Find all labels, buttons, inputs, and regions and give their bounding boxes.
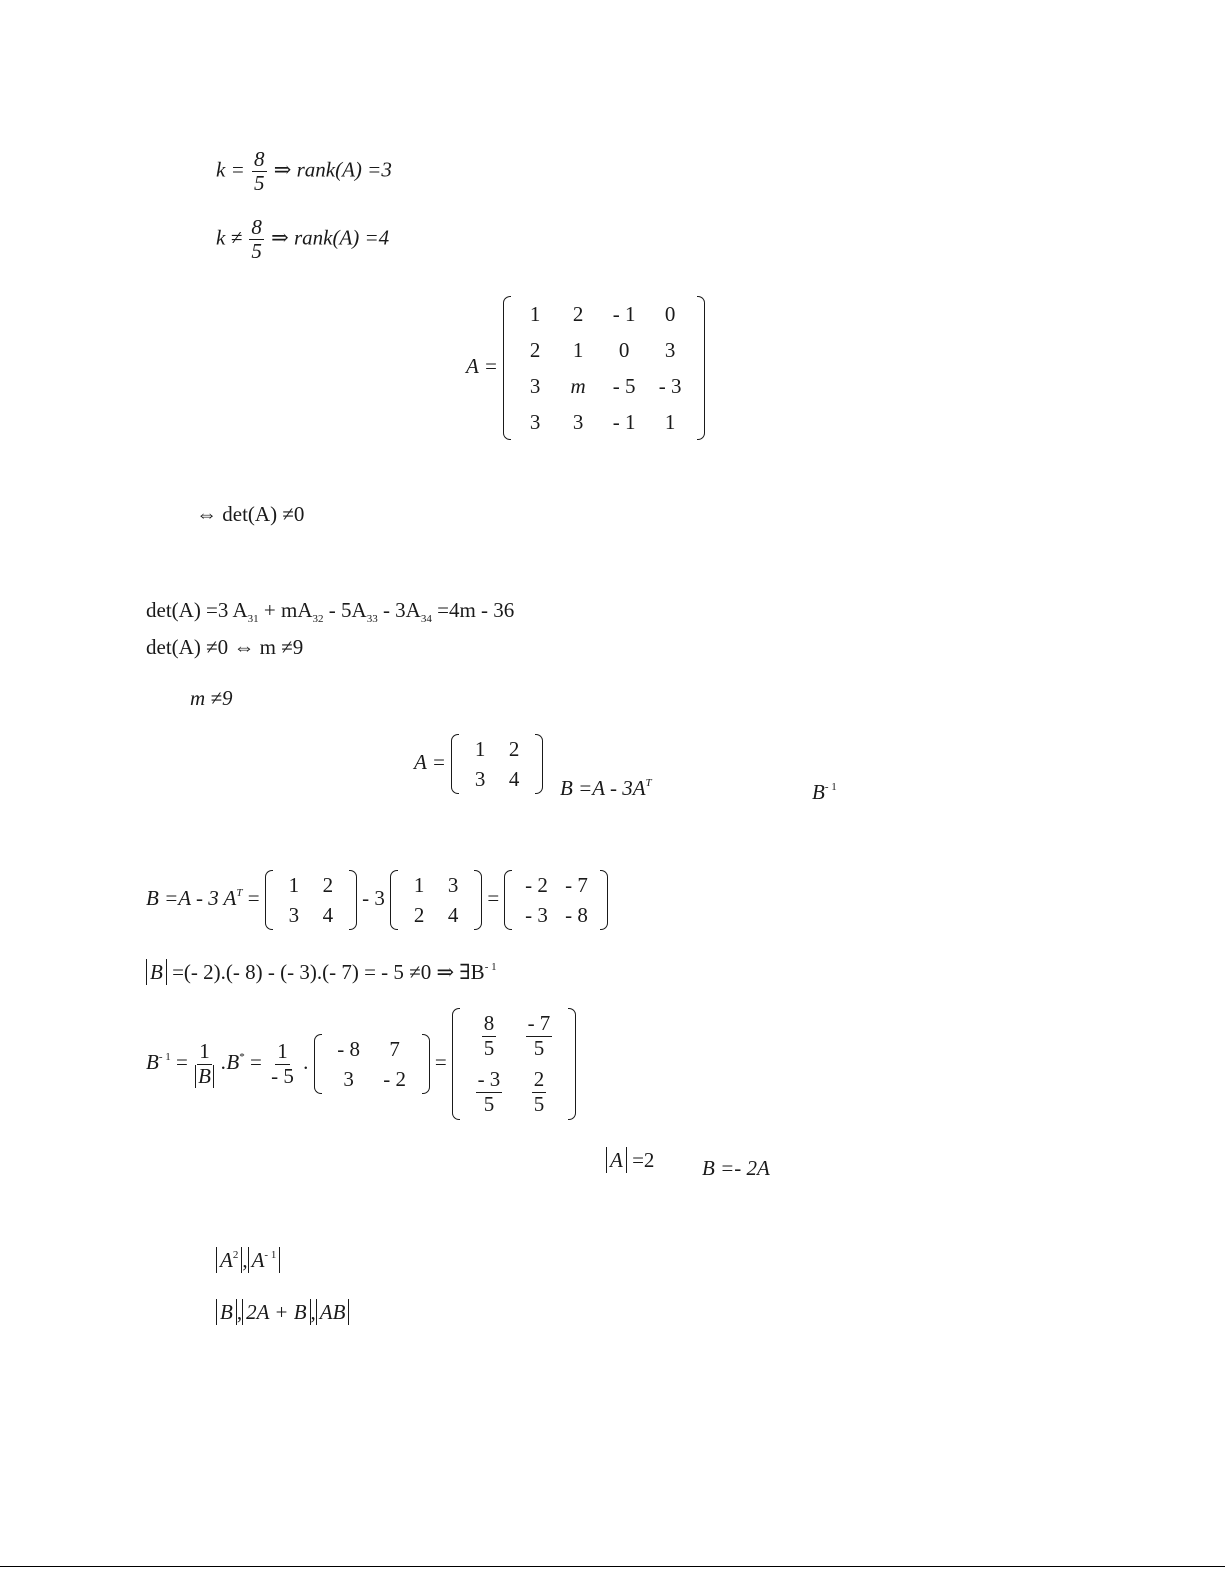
det-expansion: det(A) =3 $A_{31} + mA_{32} - 5A_{33} - 3A_{34} =4m - 36$ bbox=[146, 598, 515, 625]
rank-line-2-rhs: ⇒ rank(A) =4 bbox=[271, 225, 390, 250]
rank-line-1 bbox=[216, 148, 392, 195]
left-paren bbox=[452, 1008, 460, 1120]
det-b-line: B =(- 2).(- 8) - (- 3).(- 7) = - 5 ≠0 ⇒ $\exists B^{- 1}$ bbox=[146, 962, 497, 983]
given-b: B =- 2A bbox=[702, 1156, 770, 1180]
right-paren bbox=[568, 1008, 576, 1120]
fraction: $\frac{2}{5}$ bbox=[533, 1067, 545, 1116]
left-paren bbox=[314, 1034, 322, 1094]
left-paren bbox=[504, 870, 512, 930]
left-paren bbox=[265, 870, 273, 930]
definition-b: $B =A - 3A^T$ bbox=[560, 776, 652, 800]
abs-b: B bbox=[146, 959, 167, 985]
fraction: $\frac{- 7}{5}$ bbox=[527, 1011, 551, 1060]
matrix-a-label: A = bbox=[466, 353, 498, 378]
fraction-one-over-abs-b: $\frac{1}{B}$ bbox=[195, 1040, 214, 1087]
right-paren bbox=[474, 870, 482, 930]
matrix-a-4x4: 1 2 - 1 0 2 1 0 3 3 m - 5 - 3 3 3 - 1 1 bbox=[503, 296, 705, 440]
fraction-8-5: $\frac{8}{5}$ bbox=[254, 147, 265, 196]
matrix-a-2x2-equation: A = 1 2 3 4 bbox=[414, 734, 543, 794]
fraction: $\frac{8}{5}$ bbox=[483, 1011, 495, 1060]
left-paren bbox=[390, 870, 398, 930]
matrix-b: - 2 - 7 - 3 - 8 bbox=[504, 870, 608, 930]
right-paren bbox=[422, 1034, 430, 1094]
b-inverse-calculation: $B^{- 1}$ = $\frac{1}{B}$ .B* = $\frac{1}{- 5}$ . - 8 7 3 - 2 = $\frac{8}{5}$ $\frac{- 7}{5}$ $\frac{- 3}{5}$ $\frac{2}{5}$ bbox=[146, 1008, 576, 1120]
answer-m: m ≠9 bbox=[190, 686, 233, 710]
matrix-a-transpose: 1 3 2 4 bbox=[390, 870, 482, 930]
right-paren bbox=[349, 870, 357, 930]
matrix-a-2x2: 1 2 3 4 bbox=[451, 734, 543, 794]
rank-line-1-rhs: ⇒ rank(A) =3 bbox=[273, 157, 392, 182]
matrix-b-inverse bbox=[452, 1008, 576, 1120]
rank-line-1-lhs: k = bbox=[216, 157, 245, 182]
matrix-a-4x4-equation bbox=[466, 296, 705, 440]
fraction: $\frac{- 3}{5}$ bbox=[477, 1067, 501, 1116]
left-paren bbox=[451, 734, 459, 794]
det-condition: det(A) ≠0 ⇔ m ≠9 bbox=[146, 635, 304, 659]
rank-line-2-lhs: k ≠ bbox=[216, 225, 243, 250]
question-1: $A^2$ , $A^{- 1}$ bbox=[216, 1250, 280, 1271]
fraction-8-5: $\frac{8}{5}$ bbox=[251, 215, 262, 264]
rank-line-2 bbox=[216, 216, 389, 263]
right-paren bbox=[600, 870, 608, 930]
given-det-a: A =2 bbox=[606, 1150, 654, 1171]
matrix-a: 1 2 3 4 bbox=[265, 870, 357, 930]
right-paren bbox=[697, 296, 705, 440]
page-bottom-rule bbox=[0, 1566, 1225, 1567]
b-inverse-label: $B^{- 1}$ bbox=[812, 780, 837, 804]
b-calculation: B =A - 3 $A^T$ = 1 2 3 4 - 3 1 3 2 4 = - 2 - 7 - 3 - 8 bbox=[146, 870, 608, 930]
question-2: B , 2A + B , AB bbox=[216, 1302, 349, 1323]
fraction-one-over-minus-five: $\frac{1}{- 5}$ bbox=[271, 1039, 294, 1088]
left-paren bbox=[503, 296, 511, 440]
matrix-b-adjugate: - 8 7 3 - 2 bbox=[314, 1034, 430, 1094]
iff-det-nonzero: ⇔ det(A) ≠0 bbox=[196, 502, 305, 526]
right-paren bbox=[535, 734, 543, 794]
